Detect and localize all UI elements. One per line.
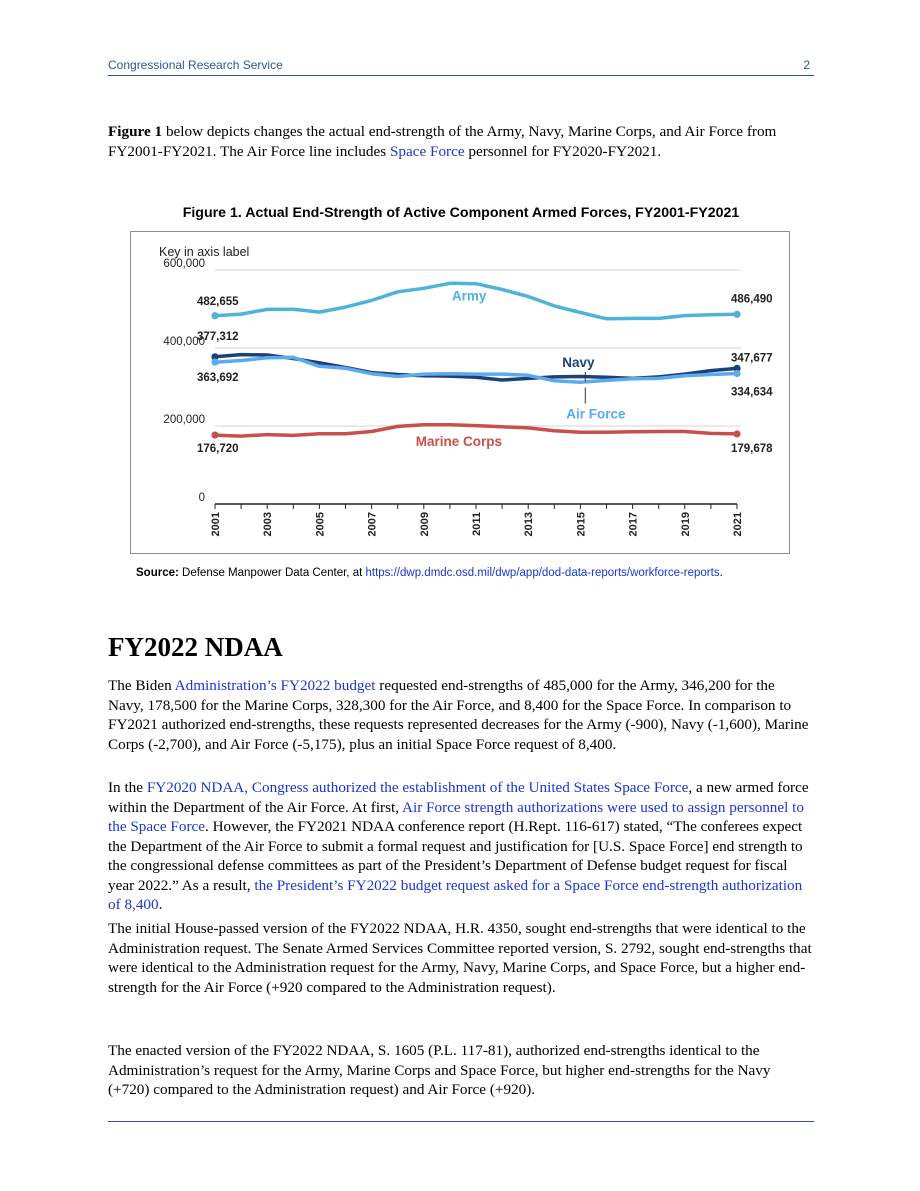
start-value-label: 176,720 [197, 443, 239, 456]
series-end-point [733, 430, 740, 437]
header-org: Congressional Research Service [108, 58, 283, 72]
start-value-label: 377,312 [197, 330, 239, 343]
paragraph-space-force [108, 778, 814, 915]
end-value-label: 486,490 [731, 293, 773, 306]
source-link[interactable]: https://dwp.dmdc.osd.mil/dwp/app/dod-data-reports/workforce-reports [365, 567, 720, 579]
x-tick-label: 2011 [471, 512, 483, 536]
x-tick-label: 2007 [366, 512, 379, 537]
intro-paragraph [108, 122, 814, 161]
x-tick-label: 2013 [523, 512, 536, 537]
paragraph-budget [108, 676, 814, 754]
page-number: 2 [803, 58, 810, 72]
y-tick-label: 0 [198, 492, 205, 504]
header-rule [108, 75, 814, 76]
p1-text-1: The Biden [108, 677, 175, 694]
series-end-point [733, 370, 740, 377]
p1-text-2: requested end-strengths of 485,000 for the Army, 346,200 for the Navy, 178,500 for the Marine Corps, 328,300 for the Air Force, and 8,400 for the Space Force. In comparison to FY2021 authorized end-strengths, these requests represented decreases for the Army (-900), Navy (-1,600), Marine Corps (-2,700), and Air Force (-5,175), plus an initial Space Force request of 8,400. [108, 677, 809, 753]
end-strength-chart [131, 232, 791, 555]
series-name-label: Navy [562, 354, 595, 370]
series-name-label: Army [451, 288, 487, 304]
x-tick-label: 2021 [732, 512, 744, 537]
source-text: Defense Manpower Data Center, at [178, 567, 366, 579]
intro-text-1: below depicts changes the actual end-strength of the Army, Navy, Marine Corps, and Air Force from FY2001-FY2021. The Air Force line includes [108, 123, 777, 160]
series-start-point [211, 359, 218, 366]
y-tick-label: 600,000 [163, 258, 205, 270]
x-tick-label: 2015 [575, 512, 588, 537]
series-start-point [211, 312, 218, 319]
af-authorizations-link[interactable]: Air Force strength authorizations were used to assign personnel to the Space Force [108, 798, 804, 835]
intro-text-2: personnel for FY2020-FY2021. [464, 142, 662, 160]
x-tick-label: 2005 [314, 512, 327, 537]
x-tick-label: 2001 [210, 512, 222, 537]
start-value-label: 363,692 [197, 372, 239, 385]
p2-text-2: , a new armed force within the Department of the Air Force. At first, [108, 779, 809, 816]
budget-request-link[interactable]: the President’s FY2022 budget request asked for a Space Force end-strength authorization of 8,400 [108, 876, 803, 913]
x-tick-label: 2009 [418, 512, 431, 537]
figure-title: Figure 1. Actual End-Strength of Active Component Armed Forces, FY2001-FY2021 [182, 205, 740, 221]
paragraph-enacted: The enacted version of the FY2022 NDAA, S. 1605 (P.L. 117-81), authorized end-strengths identical to the Administration’s request for the Army, Marine Corps and Space Force, but higher end-strengths for the Navy (+720) compared to the Administration request) and Air Force (+920). [108, 1042, 771, 1098]
source-label: Source: [136, 567, 179, 579]
source-end: . [719, 567, 723, 579]
p2-text-4: . [158, 896, 163, 913]
p2-text-1: In the [108, 779, 147, 796]
x-tick-label: 2019 [679, 512, 692, 537]
space-force-link[interactable]: Space Force [389, 142, 465, 160]
end-value-label: 347,677 [731, 352, 773, 365]
end-value-label: 334,634 [731, 386, 773, 399]
budget-link[interactable]: Administration’s FY2022 budget [174, 677, 376, 694]
section-heading: FY2022 NDAA [108, 632, 283, 662]
x-tick-label: 2003 [262, 512, 275, 537]
key-label: Key in axis label [159, 245, 250, 259]
end-value-label: 179,678 [731, 442, 773, 455]
paragraph-house-senate: The initial House-passed version of the FY2022 NDAA, H.R. 4350, sought end-strengths that were identical to the Administration request. The Senate Armed Services Committee reported version, S. 2792, sought end-strengths that were identical to the Administration request for the Army, Navy, Marine Corps, and Space Force, but a higher end-strength for the Air Force (+920 compared to the Administration request). [108, 920, 812, 996]
series-name-label: Air Force [566, 406, 626, 422]
y-tick-label: 200,000 [163, 414, 205, 426]
figure-source [136, 567, 816, 579]
series-start-point [211, 431, 218, 438]
chart-frame [130, 231, 790, 554]
series-end-point [733, 311, 740, 318]
figure-ref: Figure 1 [108, 123, 163, 140]
y-tick-label: 400,000 [163, 336, 205, 348]
page-header [108, 58, 814, 72]
start-value-label: 482,655 [197, 295, 239, 308]
series-name-label: Marine Corps [415, 433, 503, 449]
footer-rule [108, 1121, 814, 1122]
ndaa-2020-link[interactable]: FY2020 NDAA, Congress authorized the establishment of the United States Space Force [146, 779, 689, 796]
p2-text-3: . However, the FY2021 NDAA conference report (H.Rept. 116-617) stated, “The conferees expect the Department of the Air Force to submit a formal request and justification for [U.S. Space Force] end strength to the congressional defense committees as part of the President’s Department of Defense budget request for fiscal year 2022.” As a result, [108, 818, 803, 894]
x-tick-label: 2017 [627, 512, 640, 537]
